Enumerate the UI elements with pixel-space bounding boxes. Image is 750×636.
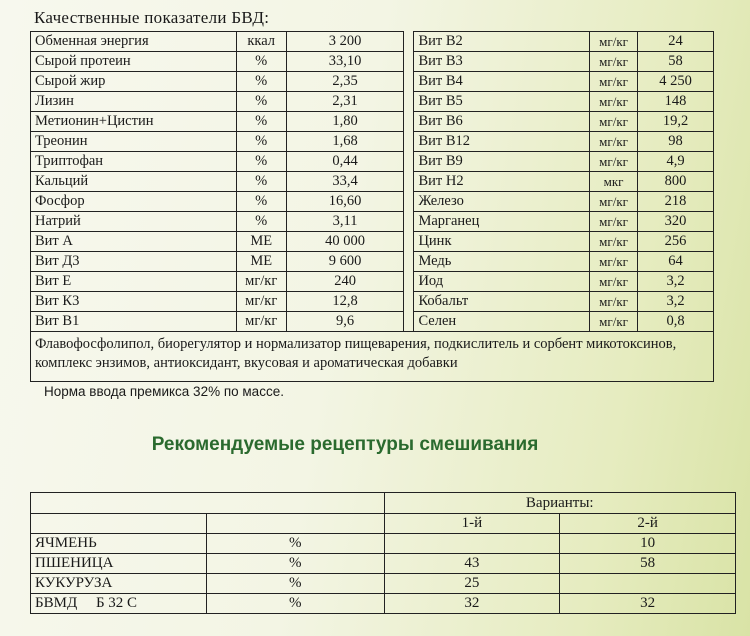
nutrient-value: 33,4 (286, 172, 404, 192)
nutrient-value: 40 000 (286, 232, 404, 252)
column-gap (404, 72, 414, 92)
nutrient-unit-2: мг/кг (590, 212, 638, 232)
quality-row (31, 92, 714, 112)
nutrient-name-2: Марганец (414, 212, 590, 232)
recipe-header-blank (31, 493, 385, 514)
nutrient-unit: мг/кг (236, 312, 286, 332)
column-gap (404, 232, 414, 252)
nutrient-unit: % (236, 192, 286, 212)
nutrient-name: Обменная энергия (31, 32, 237, 52)
nutrient-name-2: Вит В4 (414, 72, 590, 92)
nutrient-unit-2: мг/кг (590, 132, 638, 152)
nutrient-unit: % (236, 212, 286, 232)
recipe-subheader-blank-2 (206, 514, 384, 534)
column-gap (404, 52, 414, 72)
nutrient-unit: % (236, 92, 286, 112)
recipe-subheader-row (31, 514, 736, 534)
nutrient-unit: % (236, 132, 286, 152)
variant-1-value: 25 (384, 574, 560, 594)
nutrient-value: 12,8 (286, 292, 404, 312)
nutrient-name-2: Вит Н2 (414, 172, 590, 192)
nutrient-name-2: Вит В12 (414, 132, 590, 152)
variants-label: Варианты: (384, 493, 735, 514)
nutrient-name: Вит Д3 (31, 252, 237, 272)
nutrient-value-2: 0,8 (638, 312, 714, 332)
nutrient-name: Сырой жир (31, 72, 237, 92)
quality-row (31, 132, 714, 152)
nutrient-unit: мг/кг (236, 292, 286, 312)
quality-row (31, 312, 714, 332)
variant-1-value: 43 (384, 554, 560, 574)
variant-2-value: 58 (560, 554, 736, 574)
nutrient-unit-2: мг/кг (590, 152, 638, 172)
nutrient-name-2: Вит В5 (414, 92, 590, 112)
nutrient-unit: % (236, 152, 286, 172)
column-gap (404, 172, 414, 192)
nutrient-unit: ккал (236, 32, 286, 52)
column-gap (404, 32, 414, 52)
nutrient-value-2: 3,2 (638, 292, 714, 312)
variant-1-value: 32 (384, 594, 560, 614)
quality-row (31, 272, 714, 292)
column-gap (404, 132, 414, 152)
column-gap (404, 272, 414, 292)
nutrient-name-2: Медь (414, 252, 590, 272)
quality-row (31, 32, 714, 52)
column-gap (404, 152, 414, 172)
nutrient-name: Вит Е (31, 272, 237, 292)
nutrient-value-2: 24 (638, 32, 714, 52)
recipe-subheader-blank-1 (31, 514, 207, 534)
nutrient-value: 33,10 (286, 52, 404, 72)
quality-row (31, 232, 714, 252)
nutrient-value: 9,6 (286, 312, 404, 332)
nutrient-unit-2: мг/кг (590, 72, 638, 92)
recipe-header-row (31, 493, 736, 514)
column-gap (404, 112, 414, 132)
nutrient-value-2: 218 (638, 192, 714, 212)
norma-text: Норма ввода премикса 32% по массе. (44, 384, 284, 399)
nutrient-value-2: 3,2 (638, 272, 714, 292)
nutrient-name-2: Вит В9 (414, 152, 590, 172)
nutrient-name-2: Вит В6 (414, 112, 590, 132)
nutrient-value: 16,60 (286, 192, 404, 212)
nutrient-unit-2: мг/кг (590, 272, 638, 292)
nutrient-value-2: 58 (638, 52, 714, 72)
nutrient-value: 2,35 (286, 72, 404, 92)
column-gap (404, 212, 414, 232)
nutrient-value: 0,44 (286, 152, 404, 172)
quality-row (31, 52, 714, 72)
nutrient-value-2: 4,9 (638, 152, 714, 172)
nutrient-value-2: 19,2 (638, 112, 714, 132)
nutrient-value-2: 98 (638, 132, 714, 152)
quality-row (31, 112, 714, 132)
nutrient-unit-2: мг/кг (590, 192, 638, 212)
nutrient-unit: % (236, 52, 286, 72)
nutrient-value-2: 148 (638, 92, 714, 112)
nutrient-unit: МЕ (236, 252, 286, 272)
nutrient-value-2: 320 (638, 212, 714, 232)
quality-title: Качественные показатели БВД: (34, 8, 270, 27)
variant-2-value (560, 574, 736, 594)
recipe-row (31, 554, 736, 574)
nutrient-unit-2: мг/кг (590, 252, 638, 272)
nutrient-value-2: 256 (638, 232, 714, 252)
nutrient-unit-2: мг/кг (590, 232, 638, 252)
nutrient-name: Сырой протеин (31, 52, 237, 72)
nutrient-value: 3 200 (286, 32, 404, 52)
quality-row (31, 152, 714, 172)
nutrient-unit: % (236, 172, 286, 192)
variant-2-value: 32 (560, 594, 736, 614)
recipe-table (30, 492, 736, 614)
nutrient-name-2: Вит В2 (414, 32, 590, 52)
nutrient-name-2: Железо (414, 192, 590, 212)
nutrient-value: 1,80 (286, 112, 404, 132)
recipe-row (31, 574, 736, 594)
nutrient-unit-2: мг/кг (590, 52, 638, 72)
recipe-row (31, 594, 736, 614)
ingredient-unit: % (206, 594, 384, 614)
variant-2-label: 2-й (560, 514, 736, 534)
nutrient-value-2: 4 250 (638, 72, 714, 92)
nutrient-name: Треонин (31, 132, 237, 152)
ingredient-unit: % (206, 534, 384, 554)
ingredient-name: ПШЕНИЦА (31, 554, 207, 574)
nutrient-value-2: 64 (638, 252, 714, 272)
nutrient-unit-2: мкг (590, 172, 638, 192)
nutrient-unit-2: мг/кг (590, 92, 638, 112)
quality-row (31, 72, 714, 92)
quality-row (31, 172, 714, 192)
nutrient-unit-2: мг/кг (590, 292, 638, 312)
variant-2-value: 10 (560, 534, 736, 554)
ingredient-unit: % (206, 554, 384, 574)
quality-row (31, 192, 714, 212)
quality-row (31, 252, 714, 272)
nutrient-value: 3,11 (286, 212, 404, 232)
nutrient-unit-2: мг/кг (590, 112, 638, 132)
column-gap (404, 252, 414, 272)
quality-table (30, 31, 714, 382)
notes-cell: Флавофосфолипол, биорегулятор и нормализатор пищеварения, подкислитель и сорбент микотоксинов, комплекс энзимов, антиоксидант, вкусовая и ароматическая добавки (31, 332, 714, 382)
nutrient-name: Натрий (31, 212, 237, 232)
recipe-row (31, 534, 736, 554)
nutrient-value: 240 (286, 272, 404, 292)
nutrient-unit: МЕ (236, 232, 286, 252)
nutrient-value: 9 600 (286, 252, 404, 272)
nutrient-name: Кальций (31, 172, 237, 192)
nutrient-unit-2: мг/кг (590, 32, 638, 52)
variant-1-value (384, 534, 560, 554)
ingredient-name: ЯЧМЕНЬ (31, 534, 207, 554)
nutrient-name-2: Цинк (414, 232, 590, 252)
nutrient-unit-2: мг/кг (590, 312, 638, 332)
column-gap (404, 192, 414, 212)
nutrient-unit: мг/кг (236, 272, 286, 292)
quality-row (31, 292, 714, 312)
nutrient-name: Вит А (31, 232, 237, 252)
ingredient-name: КУКУРУЗА (31, 574, 207, 594)
nutrient-name-2: Иод (414, 272, 590, 292)
nutrient-name-2: Селен (414, 312, 590, 332)
column-gap (404, 292, 414, 312)
nutrient-name: Фосфор (31, 192, 237, 212)
nutrient-name-2: Кобальт (414, 292, 590, 312)
nutrient-name-2: Вит В3 (414, 52, 590, 72)
variant-1-label: 1-й (384, 514, 560, 534)
nutrient-name: Лизин (31, 92, 237, 112)
ingredient-unit: % (206, 574, 384, 594)
column-gap (404, 312, 414, 332)
nutrient-unit: % (236, 72, 286, 92)
column-gap (404, 92, 414, 112)
nutrient-unit: % (236, 112, 286, 132)
nutrient-name: Триптофан (31, 152, 237, 172)
ingredient-name: БВМД Б 32 С (31, 594, 207, 614)
recipes-title: Рекомендуемые рецептуры смешивания (151, 434, 539, 455)
nutrient-name: Вит К3 (31, 292, 237, 312)
nutrient-name: Вит В1 (31, 312, 237, 332)
nutrient-value: 1,68 (286, 132, 404, 152)
quality-row (31, 212, 714, 232)
nutrient-value-2: 800 (638, 172, 714, 192)
nutrient-value: 2,31 (286, 92, 404, 112)
nutrient-name: Метионин+Цистин (31, 112, 237, 132)
